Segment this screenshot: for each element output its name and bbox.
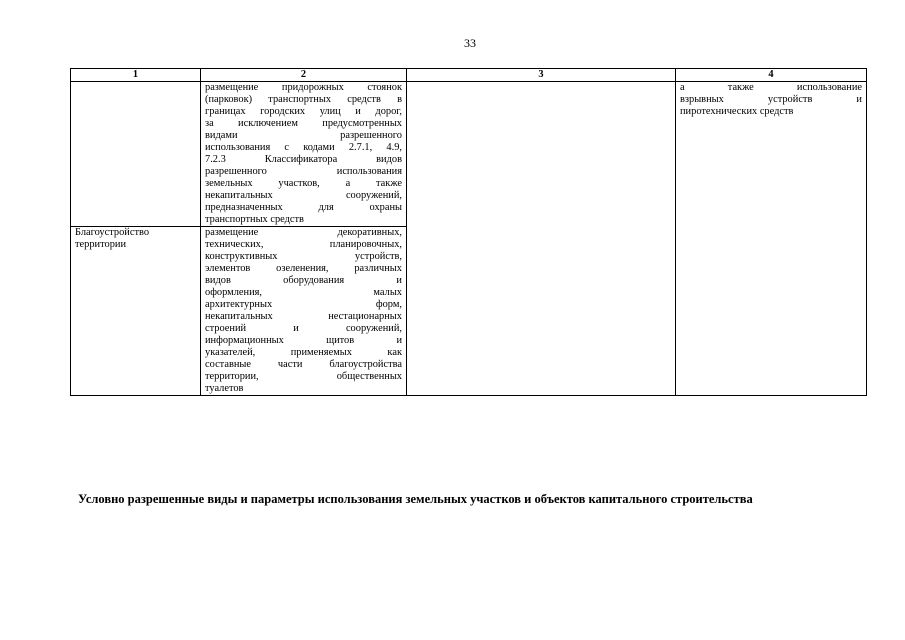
cell-text-line: строений и сооружений, (205, 323, 402, 334)
cell-text-line: Благоустройство (75, 227, 150, 238)
cell-text-line: территории, общественных (205, 371, 402, 382)
cell-text-line: указателей, применяемых как (205, 347, 402, 358)
cell-row2-col1 (71, 227, 201, 396)
cell-text-line: за исключением предусмотренных (205, 118, 402, 129)
page-number: 33 (464, 36, 476, 50)
column-header-1: 1 (71, 69, 201, 82)
cell-text-line: некапитальных нестационарных (205, 311, 402, 322)
cell-text-line: предназначенных для охраны (205, 202, 402, 213)
cell-text-line: видами разрешенного (205, 130, 402, 141)
cell-text-line: транспортных средств (205, 214, 304, 225)
cell-text-line: видов оборудования и (205, 275, 402, 286)
cell-text-line: земельных участков, а также (205, 178, 402, 189)
cell-text-line: составные части благоустройства (205, 359, 402, 370)
cell-text-line: технических, планировочных, (205, 239, 402, 250)
cell-row1-col1 (71, 82, 201, 227)
section-heading: Условно разрешенные виды и параметры использования земельных участков и объектов капитального строительства (78, 492, 753, 506)
cell-row2-col2 (201, 227, 407, 396)
table-row (71, 82, 867, 227)
cell-row1-col2 (201, 82, 407, 227)
cell-text-line: архитектурных форм, (205, 299, 402, 310)
cell-text-line: 7.2.3 Классификатора видов (205, 154, 402, 165)
cell-col4-merged (676, 82, 867, 396)
column-header-4: 4 (676, 69, 867, 82)
cell-text-line: а также использование (680, 82, 862, 93)
cell-text-line: (парковок) транспортных средств в (205, 94, 402, 105)
cell-col3-merged (407, 82, 676, 396)
cell-text-line: взрывных устройств и (680, 94, 862, 105)
cell-text-line: конструктивных устройств, (205, 251, 402, 262)
cell-text-line: размещение придорожных стоянок (205, 82, 402, 93)
permitted-use-table (70, 68, 867, 396)
cell-text-line: информационных щитов и (205, 335, 402, 346)
cell-text-line: пиротехнических средств (680, 106, 794, 117)
cell-text-line: границах городских улиц и дорог, (205, 106, 402, 117)
cell-text-line: некапитальных сооружений, (205, 190, 402, 201)
cell-text-line: разрешенного использования (205, 166, 402, 177)
cell-text-line: оформления, малых (205, 287, 402, 298)
table-header-row (71, 69, 867, 82)
cell-text-line: туалетов (205, 383, 244, 394)
cell-text-line: размещение декоративных, (205, 227, 402, 238)
column-header-3: 3 (407, 69, 676, 82)
column-header-2: 2 (201, 69, 407, 82)
cell-text-line: территории (75, 239, 127, 250)
cell-text-line: элементов озеленения, различных (205, 263, 402, 274)
cell-text-line: использования с кодами 2.7.1, 4.9, (205, 142, 402, 153)
